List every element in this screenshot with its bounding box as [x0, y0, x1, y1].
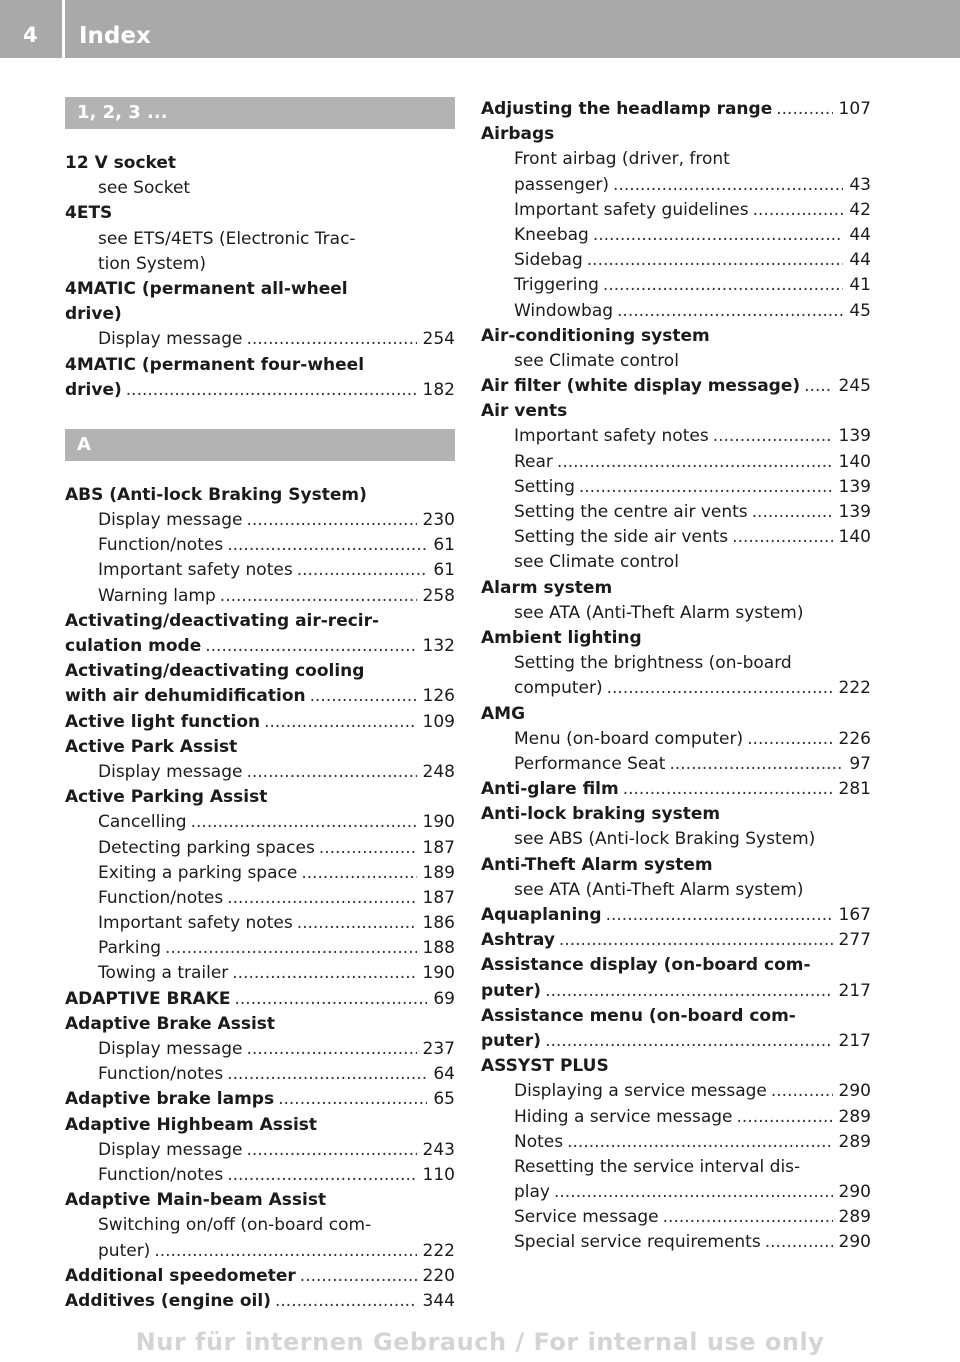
entry-text: 4MATIC (permanent four-wheel [65, 354, 365, 375]
entry-text: computer) [514, 678, 603, 699]
index-entry [481, 953, 871, 978]
entry-text: Exiting a parking space [98, 862, 298, 883]
index-subentry [65, 886, 455, 911]
index-subentry [65, 1062, 455, 1087]
page-reference: 44 [849, 250, 871, 271]
page-reference: 139 [838, 426, 871, 447]
entry-text: culation mode [65, 636, 202, 656]
index-subentry [65, 760, 455, 785]
leader-dots [776, 97, 832, 122]
page-reference: 139 [838, 476, 871, 497]
entry-text: Displaying a service message [514, 1081, 767, 1102]
index-entry [65, 483, 455, 508]
entry-text: Assistance display (on-board com- [481, 955, 811, 976]
index-subentry [65, 176, 455, 201]
entry-text: Function/notes [98, 1064, 224, 1085]
entry-text: Parking [98, 938, 162, 959]
entry-text: Rear [514, 451, 553, 472]
entry-text: drive) [65, 379, 122, 400]
index-subentry [481, 1105, 871, 1130]
entry-text: drive) [65, 304, 122, 325]
index-subentry [65, 533, 455, 558]
index-subentry [481, 1205, 871, 1230]
index-subentry [65, 1239, 455, 1264]
entry-text: Important safety notes [514, 426, 709, 447]
index-entry [481, 777, 871, 802]
leader-dots [191, 810, 417, 835]
leader-dots [737, 1105, 833, 1130]
entry-text: Triggering [514, 275, 599, 296]
entry-text: Important safety notes [98, 913, 293, 934]
entry-text: Adaptive Brake Assist [65, 1013, 276, 1034]
index-subentry [481, 727, 871, 752]
leader-dots [227, 1062, 427, 1087]
section-header: 1, 2, 3 ... [65, 97, 455, 129]
page-reference: 190 [422, 963, 455, 984]
entry-text: Function/notes [98, 535, 224, 556]
index-subentry [65, 558, 455, 583]
page-reference: 222 [422, 1240, 455, 1261]
page-reference: 290 [838, 1182, 871, 1203]
entry-text: Important safety notes [98, 560, 293, 581]
index-entry [481, 626, 871, 651]
entry-text: see Socket [98, 178, 191, 199]
page-reference: 289 [838, 1207, 871, 1228]
leader-dots [165, 936, 417, 961]
leader-dots [603, 273, 843, 298]
index-entry [65, 1113, 455, 1138]
entry-text: passenger) [514, 174, 610, 195]
entry-text: Adaptive Main-beam Assist [65, 1190, 327, 1211]
index-entry [481, 1054, 871, 1079]
leader-dots [607, 676, 833, 701]
leader-dots [804, 374, 832, 399]
entry-text: see Climate control [514, 552, 679, 573]
entry-text: Adaptive Highbeam Assist [65, 1114, 318, 1135]
page-reference: 139 [838, 502, 871, 522]
page-reference: 281 [838, 779, 871, 800]
page-reference: 237 [422, 1039, 455, 1059]
entry-text: ADAPTIVE BRAKE [65, 988, 231, 1009]
entry-text: Setting the side air vents [514, 527, 729, 548]
index-entry [481, 97, 871, 122]
index-subentry [481, 450, 871, 475]
index-subentry [65, 1163, 455, 1188]
index-entry [65, 353, 455, 378]
entry-text: Air-conditioning system [481, 325, 710, 346]
entry-text: Anti-glare film [481, 779, 619, 800]
leader-dots [567, 1130, 832, 1155]
entry-text: Adaptive brake lamps [65, 1089, 275, 1110]
page-reference: 107 [838, 99, 871, 119]
leader-dots [297, 558, 428, 583]
page-reference: 69 [433, 988, 455, 1009]
leader-dots [747, 727, 832, 752]
index-entry [481, 122, 871, 147]
index-entry [481, 903, 871, 928]
leader-dots [613, 173, 843, 198]
index-entry [65, 1012, 455, 1037]
index-subentry [481, 550, 871, 575]
index-subentry [481, 198, 871, 223]
index-entry [481, 374, 871, 399]
entry-text: Sidebag [514, 250, 583, 271]
page-reference: 42 [849, 199, 871, 220]
leader-dots [232, 961, 416, 986]
page-reference: 220 [422, 1265, 455, 1286]
entry-text: Hiding a service message [514, 1106, 733, 1127]
page-reference: 65 [433, 1089, 455, 1110]
page-reference: 187 [422, 887, 455, 908]
index-entry [65, 634, 455, 659]
index-entry [65, 1264, 455, 1289]
index-subentry [65, 252, 455, 277]
index-subentry [481, 1180, 871, 1205]
index-subentry [65, 227, 455, 252]
page-reference: 344 [422, 1290, 455, 1311]
page-reference: 182 [422, 379, 455, 400]
page-reference: 290 [838, 1081, 871, 1102]
page-number: 4 [23, 23, 38, 47]
leader-dots [579, 475, 833, 500]
index-entry [481, 853, 871, 878]
leader-dots [663, 1205, 833, 1230]
index-subentry [65, 584, 455, 609]
page-reference: 167 [838, 905, 871, 925]
entry-text: Special service requirements [514, 1232, 761, 1253]
leader-dots [557, 450, 833, 475]
index-subentry [481, 424, 871, 449]
leader-dots [220, 584, 417, 609]
entry-text: Towing a trailer [98, 963, 229, 984]
index-entry [481, 1004, 871, 1029]
index-subentry [481, 475, 871, 500]
entry-text: Additives (engine oil) [65, 1290, 271, 1311]
entry-text: Detecting parking spaces [98, 837, 315, 858]
index-entry [481, 802, 871, 827]
leader-dots [319, 836, 417, 861]
entry-text: see ATA (Anti-Theft Alarm system) [514, 879, 804, 900]
leader-dots [264, 710, 416, 735]
page-reference: 258 [422, 585, 455, 606]
entry-text: 12 V socket [65, 153, 177, 173]
leader-dots [623, 777, 833, 802]
page-reference: 289 [838, 1106, 871, 1127]
leader-dots [300, 1264, 417, 1289]
page-reference: 61 [433, 560, 455, 581]
index-subentry [481, 248, 871, 273]
index-subentry [481, 1130, 871, 1155]
page-reference: 254 [422, 329, 455, 350]
page-reference: 140 [838, 527, 871, 548]
entry-text: puter) [481, 1030, 542, 1051]
page-reference: 243 [422, 1139, 455, 1160]
entry-text: Display message [98, 329, 243, 350]
page-reference: 64 [433, 1064, 455, 1085]
index-entry [481, 702, 871, 727]
leader-dots [227, 1163, 416, 1188]
index-entry [481, 399, 871, 424]
page-reference: 226 [838, 728, 871, 749]
entry-text: Air filter (white display message) [481, 376, 801, 397]
page-reference: 45 [849, 300, 871, 321]
leader-dots [246, 508, 416, 533]
entry-text: Assistance menu (on-board com- [481, 1005, 796, 1026]
entry-text: ASSYST PLUS [481, 1056, 609, 1077]
entry-text: Ashtray [481, 930, 555, 951]
page-reference: 190 [422, 812, 455, 833]
leader-dots [278, 1087, 427, 1112]
page-reference: 44 [849, 224, 871, 245]
page-reference: 61 [433, 535, 455, 556]
entry-text: Resetting the service interval dis- [514, 1156, 801, 1177]
index-entry [65, 785, 455, 810]
index-column-right [481, 97, 871, 1256]
index-subentry [481, 601, 871, 626]
entry-text: Display message [98, 761, 243, 782]
page-reference: 126 [422, 686, 455, 707]
entry-text: see ATA (Anti-Theft Alarm system) [514, 602, 804, 623]
index-subentry [481, 878, 871, 903]
index-subentry [481, 1230, 871, 1255]
leader-dots [246, 327, 416, 352]
leader-dots [301, 861, 416, 886]
footer-watermark: Nur für internen Gebrauch / For internal use only [135, 1328, 825, 1356]
entry-text: Service message [514, 1207, 659, 1228]
index-subentry [65, 810, 455, 835]
page-reference: 217 [838, 980, 871, 1001]
leader-dots [753, 198, 844, 223]
entry-text: 4ETS [65, 203, 113, 224]
index-column-left [65, 97, 455, 1314]
index-subentry [481, 827, 871, 852]
section-spacer [65, 403, 455, 429]
page-reference: 187 [422, 837, 455, 858]
entry-text: Warning lamp [98, 585, 216, 606]
leader-dots [126, 378, 417, 403]
leader-dots [246, 1037, 416, 1062]
entry-text: tion System) [98, 253, 206, 274]
entry-text: Cancelling [98, 812, 187, 833]
entry-text: with air dehumidification [65, 686, 306, 707]
index-entry [481, 1029, 871, 1054]
entry-text: Activating/deactivating cooling [65, 661, 365, 682]
page-reference: 132 [422, 636, 455, 656]
leader-dots [227, 886, 416, 911]
entry-text: Setting the centre air vents [514, 502, 748, 522]
leader-dots [669, 752, 843, 777]
index-subentry [481, 1079, 871, 1104]
leader-dots [154, 1239, 416, 1264]
page-reference: 110 [422, 1164, 455, 1185]
leader-dots [732, 525, 832, 550]
index-subentry [481, 752, 871, 777]
index-entry [65, 710, 455, 735]
index-subentry [481, 273, 871, 298]
entry-text: ABS (Anti-lock Braking System) [65, 484, 367, 505]
index-entry [481, 576, 871, 601]
index-subentry [65, 936, 455, 961]
page-reference: 289 [838, 1131, 871, 1152]
index-entry [65, 201, 455, 226]
page-reference: 186 [422, 913, 455, 934]
leader-dots [246, 760, 416, 785]
entry-text: Display message [98, 510, 243, 531]
index-subentry [481, 525, 871, 550]
entry-text: Anti-lock braking system [481, 804, 721, 825]
entry-text: Windowbag [514, 300, 614, 321]
entry-text: Switching on/off (on-board com- [98, 1215, 372, 1236]
index-entry [65, 735, 455, 760]
leader-dots [234, 987, 427, 1012]
index-subentry [65, 508, 455, 533]
index-subentry [65, 1213, 455, 1238]
leader-dots [617, 299, 843, 324]
index-subentry [65, 1138, 455, 1163]
entry-text: Aquaplaning [481, 905, 602, 925]
entry-text: Alarm system [481, 577, 613, 598]
page-reference: 245 [838, 376, 871, 397]
page-reference: 189 [422, 862, 455, 883]
index-entry [65, 659, 455, 684]
leader-dots [771, 1079, 833, 1104]
entry-text: puter) [98, 1240, 151, 1261]
index-subentry [65, 327, 455, 352]
entry-text: Additional speedometer [65, 1265, 296, 1286]
entry-text: Display message [98, 1039, 243, 1059]
entry-text: Function/notes [98, 1164, 224, 1185]
entry-text: play [514, 1182, 550, 1203]
index-entry [481, 324, 871, 349]
index-entry [65, 1188, 455, 1213]
entry-text: Setting the brightness (on-board [514, 653, 792, 674]
index-subentry [481, 349, 871, 374]
index-entry [481, 979, 871, 1004]
entry-text: Notes [514, 1131, 564, 1152]
leader-dots [559, 928, 833, 953]
index-entry [65, 1289, 455, 1314]
index-entry [65, 302, 455, 327]
entry-text: puter) [481, 980, 542, 1001]
entry-text: see Climate control [514, 350, 679, 371]
index-subentry [481, 500, 871, 525]
leader-dots [205, 634, 416, 659]
entry-text: Adjusting the headlamp range [481, 99, 773, 119]
index-subentry [65, 836, 455, 861]
leader-dots [297, 911, 417, 936]
index-subentry [481, 173, 871, 198]
entry-text: Kneebag [514, 224, 589, 245]
index-entry [65, 277, 455, 302]
entry-text: Active light function [65, 711, 261, 732]
page-reference: 222 [838, 678, 871, 699]
entry-text: Active Parking Assist [65, 787, 268, 808]
page-reference: 217 [838, 1030, 871, 1051]
page-reference: 41 [849, 275, 871, 296]
entry-text: Front airbag (driver, front [514, 149, 730, 170]
entry-text: Anti-Theft Alarm system [481, 854, 713, 875]
entry-text: Display message [98, 1139, 243, 1160]
page-reference: 109 [422, 711, 455, 732]
index-subentry [481, 651, 871, 676]
index-subentry [65, 911, 455, 936]
entry-text: Setting [514, 476, 575, 497]
entry-text: Important safety guidelines [514, 199, 749, 220]
section-header: A [65, 429, 455, 461]
page-reference: 140 [838, 451, 871, 472]
index-entry [65, 609, 455, 634]
leader-dots [587, 248, 844, 273]
entry-text: see ETS/4ETS (Electronic Trac- [98, 228, 356, 249]
page-reference: 248 [422, 761, 455, 782]
entry-text: Active Park Assist [65, 736, 238, 757]
index-subentry [481, 223, 871, 248]
page-reference: 97 [849, 753, 871, 774]
index-entry [65, 1087, 455, 1112]
entry-text: Performance Seat [514, 753, 666, 774]
index-entry [65, 987, 455, 1012]
index-subentry [481, 1155, 871, 1180]
index-subentry [481, 676, 871, 701]
entry-text: AMG [481, 703, 526, 724]
leader-dots [554, 1180, 833, 1205]
entry-text: see ABS (Anti-lock Braking System) [514, 829, 816, 850]
page-reference: 43 [849, 174, 871, 195]
entry-text: Air vents [481, 401, 568, 422]
page-reference: 290 [838, 1232, 871, 1253]
leader-dots [713, 424, 833, 449]
page-header [0, 0, 960, 58]
entry-text: 4MATIC (permanent all-wheel [65, 278, 348, 299]
index-entry [65, 151, 455, 176]
leader-dots [246, 1138, 416, 1163]
entry-text: Function/notes [98, 887, 224, 908]
index-subentry [481, 147, 871, 172]
leader-dots [765, 1230, 833, 1255]
leader-dots [545, 979, 832, 1004]
entry-text: Airbags [481, 124, 555, 145]
leader-dots [606, 903, 833, 928]
index-subentry [65, 861, 455, 886]
leader-dots [275, 1289, 417, 1314]
index-subentry [65, 1037, 455, 1062]
index-subentry [481, 299, 871, 324]
page-reference: 188 [422, 938, 455, 959]
page-title: Index [79, 23, 151, 49]
entry-text: Menu (on-board computer) [514, 728, 744, 749]
leader-dots [752, 500, 833, 525]
leader-dots [310, 684, 417, 709]
leader-dots [593, 223, 844, 248]
header-divider [62, 0, 65, 58]
leader-dots [545, 1029, 832, 1054]
leader-dots [227, 533, 427, 558]
entry-text: Activating/deactivating air-recir- [65, 610, 380, 631]
entry-text: Ambient lighting [481, 627, 642, 648]
index-entry [65, 378, 455, 403]
page-reference: 230 [422, 510, 455, 531]
index-entry [65, 684, 455, 709]
page-reference: 277 [838, 930, 871, 951]
index-entry [481, 928, 871, 953]
index-subentry [65, 961, 455, 986]
